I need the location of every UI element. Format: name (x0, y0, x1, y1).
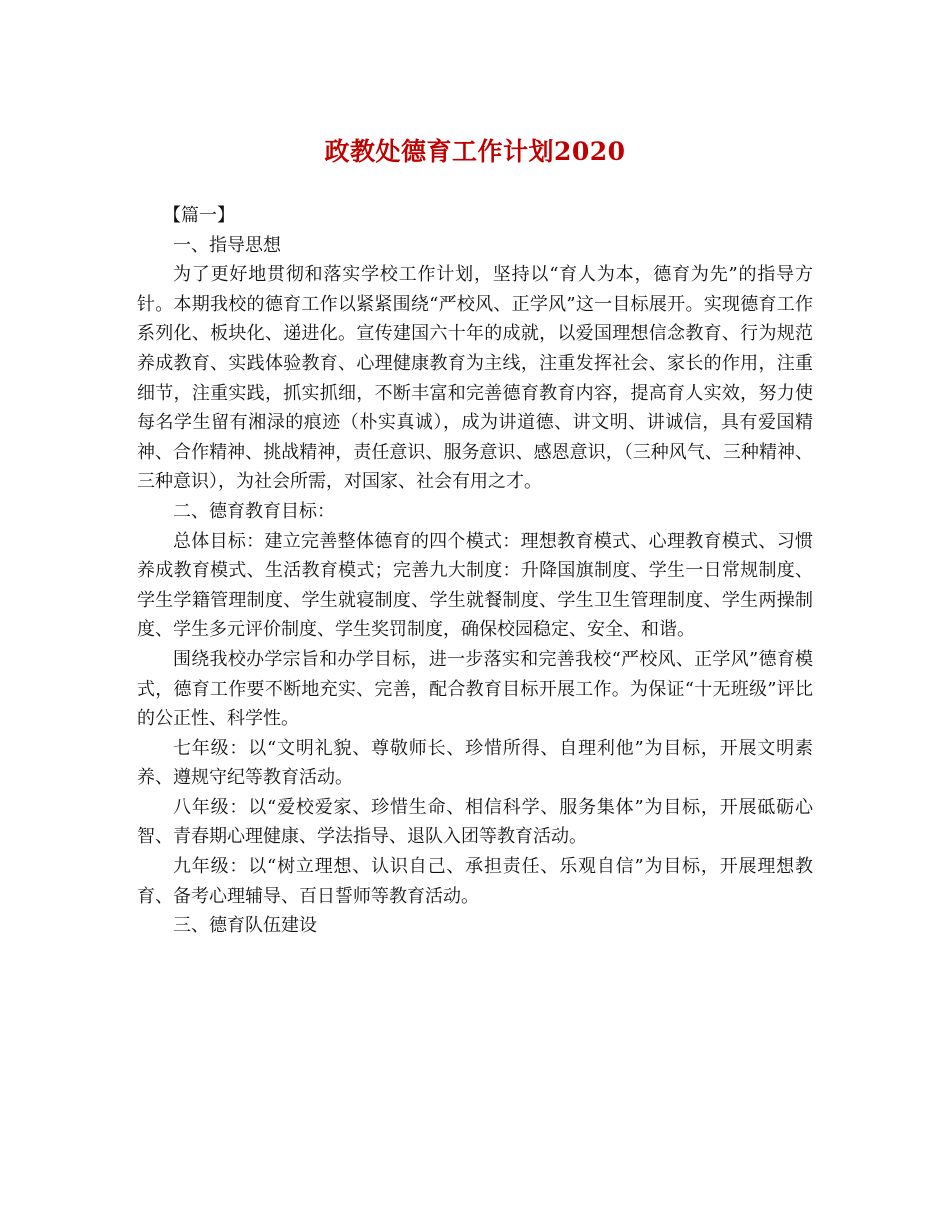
document-body (137, 201, 813, 941)
section-label: 【篇一】 (163, 205, 235, 226)
heading-guiding-ideology: 一、指导思想 (173, 234, 281, 256)
paragraph-guiding-ideology: 为了更好地贯彻和落实学校工作计划，坚持以“育人为本，德育为先”的指导方针。本期我校的德育工作以紧紧围绕“严校风、正学风”这一目标展开。实现德育工作系列化、板块化、递进化。宣传建国六十年的成就，以爱国理想信念教育、行为规范养成教育、实践体验教育、心理健康教育为主线，注重发挥社会、家长的作用，注重细节，注重实践，抓实抓细，不断丰富和完善德育教育内容，提高育人实效，努力使每名学生留有湘渌的痕迹（朴实真诚），成为讲道德、讲文明、讲诚信，具有爱国精神、合作精神、挑战精神，责任意识、服务意识、感恩意识，（三种风气、三种精神、三种意识），为社会所需，对国家、社会有用之才。 (137, 264, 813, 493)
document-title: 政教处德育工作计划2020 (324, 137, 626, 166)
heading-education-goals: 二、德育教育目标： (173, 500, 335, 522)
heading-team-building: 三、德育队伍建设 (173, 915, 317, 937)
paragraph-grade-eight: 八年级：以“爱校爱家、珍惜生命、相信科学、服务集体”为目标，开展砥砺心智、青春期心理健康、学法指导、退队入团等教育活动。 (137, 796, 813, 848)
paragraph-school-mode: 围绕我校办学宗旨和办学目标，进一步落实和完善我校“严校风、正学风”德育模式，德育工作要不断地充实、完善，配合教育目标开展工作。为保证“十无班级”评比的公正性、科学性。 (137, 648, 813, 730)
paragraph-grade-nine: 九年级：以“树立理想、认识自己、承担责任、乐观自信”为目标，开展理想教育、备考心理辅导、百日誓师等教育活动。 (137, 856, 813, 907)
paragraph-grade-seven: 七年级：以“文明礼貌、尊敬师长、珍惜所得、自理利他”为目标，开展文明素养、遵规守纪等教育活动。 (137, 737, 813, 789)
paragraph-overall-goals: 总体目标：建立完善整体德育的四个模式：理想教育模式、心理教育模式、习惯养成教育模式、生活教育模式；完善九大制度：升降国旗制度、学生一日常规制度、学生学籍管理制度、学生就寝制度、学生就餐制度、学生卫生管理制度、学生两操制度、学生多元评价制度、学生奖罚制度，确保校园稳定、安全、和谐。 (137, 530, 813, 641)
